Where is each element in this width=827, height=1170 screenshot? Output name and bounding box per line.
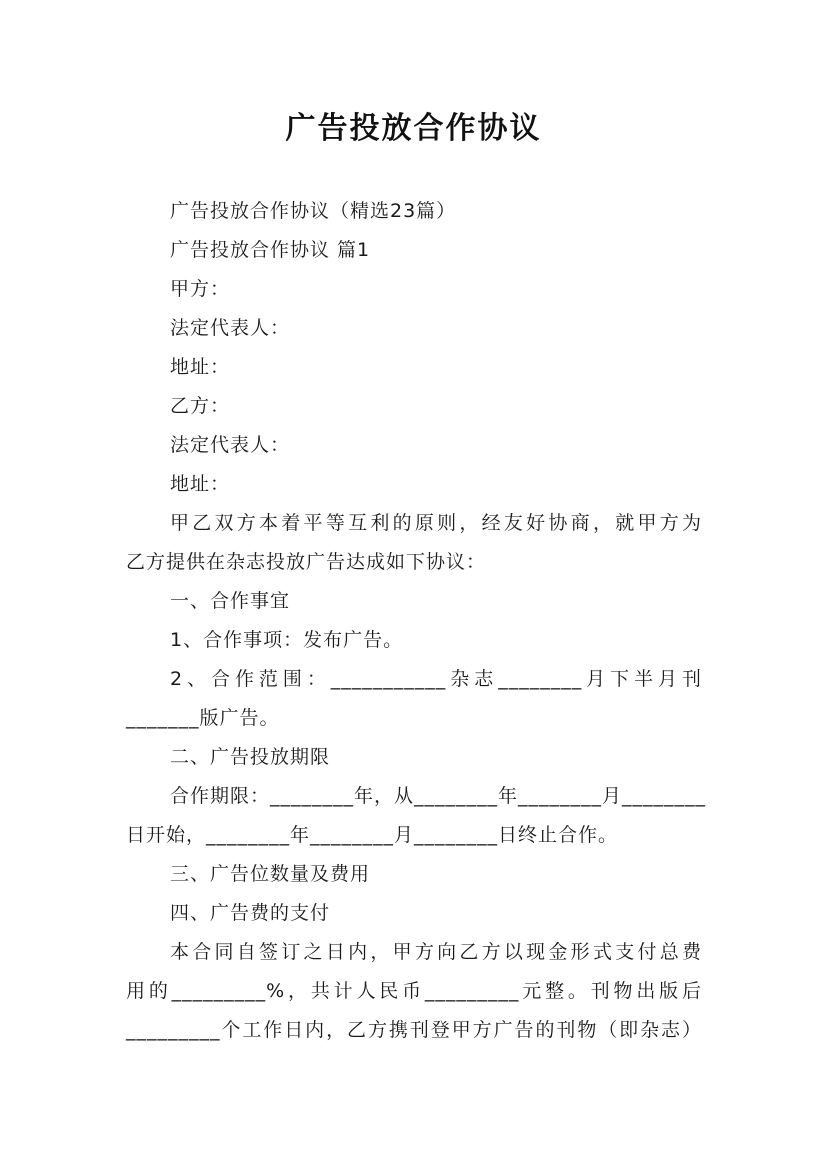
clause-line: 1、合作事项：发布广告。 <box>170 629 404 651</box>
paragraph-line: _________个工作日内，乙方携刊登甲方广告的刊物（即杂志） <box>126 1019 702 1041</box>
clause-heading: 四、广告费的支付 <box>170 902 331 924</box>
clause-line: 2、合作范围：___________杂志________月下半月刊 <box>170 668 702 690</box>
clause-heading: 一、合作事宜 <box>170 590 291 612</box>
party-b-label: 乙方： <box>170 395 231 417</box>
paragraph-line: 乙方提供在杂志投放广告达成如下协议： <box>126 551 487 573</box>
clause-line: 日开始，________年________月________日终止合作。 <box>126 824 619 846</box>
party-a-address-label: 地址： <box>170 356 231 378</box>
party-a-rep-label: 法定代表人： <box>170 317 291 339</box>
party-b-rep-label: 法定代表人： <box>170 434 291 456</box>
paragraph-line: 甲乙双方本着平等互利的原则，经友好协商，就甲方为 <box>170 512 702 534</box>
party-a-label: 甲方： <box>170 278 231 300</box>
section-heading: 广告投放合作协议 篇1 <box>170 239 371 261</box>
clause-line: _______版广告。 <box>126 707 280 729</box>
party-b-address-label: 地址： <box>170 473 231 495</box>
clause-heading: 三、广告位数量及费用 <box>170 863 371 885</box>
document-title: 广告投放合作协议 <box>285 111 542 146</box>
paragraph-line: 用的_________%，共计人民币_________元整。刊物出版后 <box>126 980 702 1002</box>
clause-line: 合作期限：________年，从________年________月________ <box>170 785 707 807</box>
subtitle-line: 广告投放合作协议（精选23篇） <box>170 200 457 222</box>
clause-heading: 二、广告投放期限 <box>170 746 331 768</box>
paragraph-line: 本合同自签订之日内，甲方向乙方以现金形式支付总费 <box>170 941 702 963</box>
